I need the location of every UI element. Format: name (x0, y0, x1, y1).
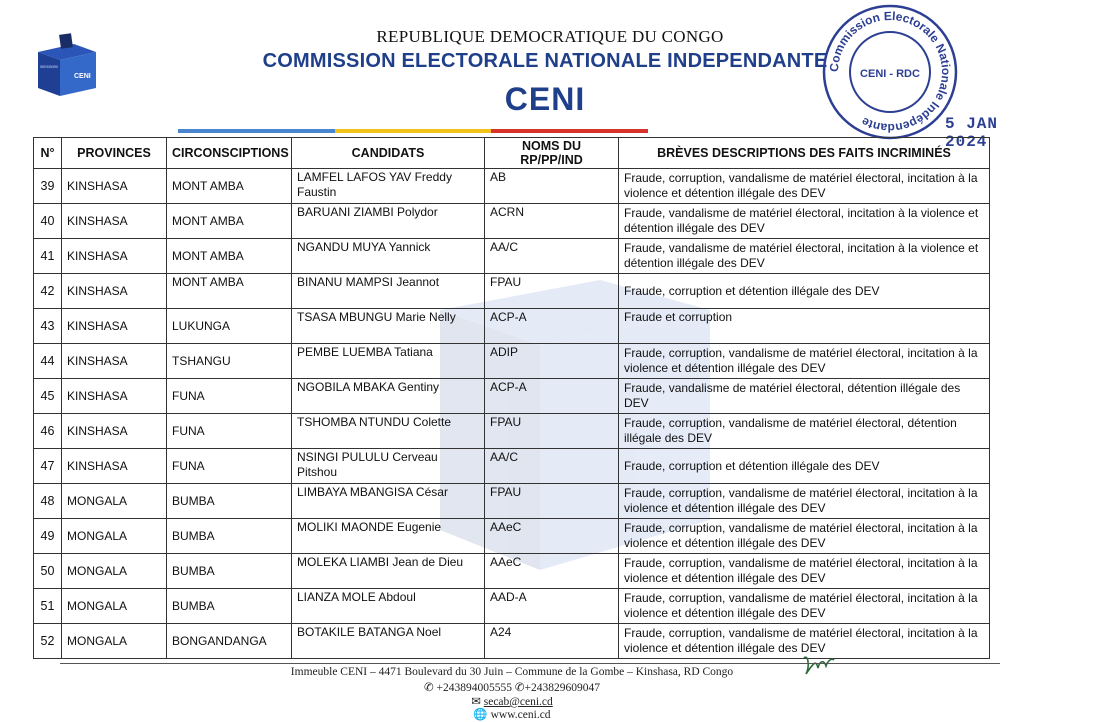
header-circonscriptions: CIRCONSCIPTIONS (167, 138, 292, 169)
candidates-table (33, 137, 990, 659)
official-stamp (820, 2, 960, 142)
row-party: AA/C (485, 449, 619, 484)
row-description: Fraude, corruption, vandalisme de matériel électoral, incitation à la violence et détention illégale des DEV (619, 519, 990, 554)
row-description: Fraude, corruption, vandalisme de matériel électoral, incitation à la violence et détention illégale des DEV (619, 484, 990, 519)
table-row (34, 414, 990, 449)
row-party: FPAU (485, 414, 619, 449)
footer-address: Immeuble CENI – 4471 Boulevard du 30 Juin – Commune de la Gombe – Kinshasa, RD Congo (290, 666, 734, 678)
row-province: KINSHASA (62, 414, 167, 449)
table-row (34, 519, 990, 554)
row-candidate: TSHOMBA NTUNDU Colette (292, 414, 485, 449)
table-row (34, 204, 990, 239)
table-row (34, 344, 990, 379)
row-description: Fraude, corruption, vandalisme de matériel électoral, détention illégale des DEV (619, 414, 990, 449)
header-number: N° (34, 138, 62, 169)
row-candidate: TSASA MBUNGU Marie Nelly (292, 309, 485, 344)
row-circonscription: BUMBA (167, 484, 292, 519)
row-number: 45 (34, 379, 62, 414)
row-province: KINSHASA (62, 169, 167, 204)
row-number: 50 (34, 554, 62, 589)
header-party: NOMS DU RP/PP/IND (485, 138, 619, 169)
row-candidate: NGOBILA MBAKA Gentiny (292, 379, 485, 414)
row-description: Fraude, corruption, vandalisme de matériel électoral, incitation à la violence et détention illégale des DEV (619, 554, 990, 589)
country-heading: REPUBLIQUE DEMOCRATIQUE DU CONGO (376, 27, 724, 46)
footer-divider (60, 663, 1000, 664)
row-candidate: MOLIKI MAONDE Eugenie (292, 519, 485, 554)
row-party: AAD-A (485, 589, 619, 624)
header-candidats: CANDIDATS (292, 138, 485, 169)
row-description: Fraude, corruption et détention illégale des DEV (619, 449, 990, 484)
row-description: Fraude, corruption, vandalisme de matériel électoral, incitation à la violence et détention illégale des DEV (619, 589, 990, 624)
row-circonscription: MONT AMBA (167, 204, 292, 239)
row-province: MONGALA (62, 624, 167, 659)
row-number: 41 (34, 239, 62, 274)
row-number: 44 (34, 344, 62, 379)
row-candidate: BOTAKILE BATANGA Noel (292, 624, 485, 659)
commission-heading: COMMISSION ELECTORALE NATIONALE INDEPENDANTE (262, 50, 828, 72)
header-description: BRÈVES DESCRIPTIONS DES FAITS INCRIMINÉS (619, 138, 990, 169)
row-party: ACRN (485, 204, 619, 239)
row-province: MONGALA (62, 554, 167, 589)
row-party: FPAU (485, 274, 619, 309)
table-row (34, 554, 990, 589)
row-number: 46 (34, 414, 62, 449)
row-province: KINSHASA (62, 344, 167, 379)
stamp-date: 5 JAN 2024 (945, 115, 999, 151)
row-province: KINSHASA (62, 449, 167, 484)
row-province: KINSHASA (62, 379, 167, 414)
row-circonscription: FUNA (167, 379, 292, 414)
row-number: 47 (34, 449, 62, 484)
footer-email-link[interactable]: secab@ceni.cd (483, 696, 553, 708)
row-description: Fraude, corruption, vandalisme de matériel électoral, incitation à la violence et détention illégale des DEV (619, 344, 990, 379)
row-number: 49 (34, 519, 62, 554)
table-header-row (34, 138, 990, 169)
row-number: 52 (34, 624, 62, 659)
row-candidate: LAMFEL LAFOS YAV Freddy Faustin (292, 169, 485, 204)
row-number: 43 (34, 309, 62, 344)
table-row (34, 624, 990, 659)
row-party: AA/C (485, 239, 619, 274)
row-province: MONGALA (62, 519, 167, 554)
row-description: Fraude, corruption, vandalisme de matériel électoral, incitation à la violence et détention illégale des DEV (619, 624, 990, 659)
row-party: ADIP (485, 344, 619, 379)
row-number: 51 (34, 589, 62, 624)
row-description: Fraude, corruption, vandalisme de matériel électoral, incitation à la violence et détention illégale des DEV (619, 169, 990, 204)
row-province: KINSHASA (62, 204, 167, 239)
footer-phones: ✆ +243894005555 ✆+243829609047 (424, 682, 600, 694)
acronym-heading: CENI (504, 81, 586, 117)
row-party: AAeC (485, 554, 619, 589)
row-province: KINSHASA (62, 274, 167, 309)
stamp-outer-text: Commission Electorale Nationale Indépendante (826, 8, 954, 136)
footer-website-link[interactable]: www.ceni.cd (490, 709, 551, 721)
row-number: 42 (34, 274, 62, 309)
stamp-center-text: CENI - RDC (860, 68, 920, 80)
row-province: MONGALA (62, 589, 167, 624)
row-circonscription: LUKUNGA (167, 309, 292, 344)
logo-label: CENI (74, 73, 91, 80)
row-circonscription: BUMBA (167, 519, 292, 554)
header-provinces: PROVINCES (62, 138, 167, 169)
row-description: Fraude, corruption et détention illégale des DEV (619, 274, 990, 309)
logo-text: COMMISSION ELECTORALE NATIONALE INDEPENDANTE (40, 65, 58, 69)
row-description: Fraude, vandalisme de matériel électoral, incitation à la violence et détention illégale des DEV (619, 204, 990, 239)
table-row (34, 169, 990, 204)
row-circonscription: MONT AMBA (167, 239, 292, 274)
table-row (34, 274, 990, 309)
table-row (34, 379, 990, 414)
row-circonscription: FUNA (167, 414, 292, 449)
table-row (34, 589, 990, 624)
table-row (34, 449, 990, 484)
row-circonscription: TSHANGU (167, 344, 292, 379)
row-candidate: NGANDU MUYA Yannick (292, 239, 485, 274)
row-province: KINSHASA (62, 239, 167, 274)
row-candidate: BARUANI ZIAMBI Polydor (292, 204, 485, 239)
row-candidate: BINANU MAMPSI Jeannot (292, 274, 485, 309)
row-circonscription: BUMBA (167, 554, 292, 589)
row-party: A24 (485, 624, 619, 659)
flag-color-bar (178, 129, 648, 133)
table-row (34, 484, 990, 519)
row-number: 48 (34, 484, 62, 519)
row-candidate: PEMBE LUEMBA Tatiana (292, 344, 485, 379)
row-circonscription: MONT AMBA (167, 169, 292, 204)
row-description: Fraude, vandalisme de matériel électoral, incitation à la violence et détention illégale des DEV (619, 239, 990, 274)
row-party: AB (485, 169, 619, 204)
row-party: AAeC (485, 519, 619, 554)
globe-icon: 🌐 (473, 709, 488, 721)
row-candidate: LIANZA MOLE Abdoul (292, 589, 485, 624)
row-circonscription: BONGANDANGA (167, 624, 292, 659)
row-circonscription: FUNA (167, 449, 292, 484)
row-candidate: NSINGI PULULU Cerveau Pitshou (292, 449, 485, 484)
envelope-icon: ✉ (471, 696, 481, 708)
row-candidate: LIMBAYA MBANGISA César (292, 484, 485, 519)
row-province: MONGALA (62, 484, 167, 519)
row-description: Fraude, vandalisme de matériel électoral, détention illégale des DEV (619, 379, 990, 414)
row-circonscription: BUMBA (167, 589, 292, 624)
row-province: KINSHASA (62, 309, 167, 344)
row-number: 40 (34, 204, 62, 239)
table-row (34, 239, 990, 274)
row-circonscription: MONT AMBA (167, 274, 292, 309)
table-row (34, 309, 990, 344)
row-number: 39 (34, 169, 62, 204)
row-candidate: MOLEKA LIAMBI Jean de Dieu (292, 554, 485, 589)
row-description: Fraude et corruption (619, 309, 990, 344)
row-party: ACP-A (485, 379, 619, 414)
row-party: FPAU (485, 484, 619, 519)
row-party: ACP-A (485, 309, 619, 344)
